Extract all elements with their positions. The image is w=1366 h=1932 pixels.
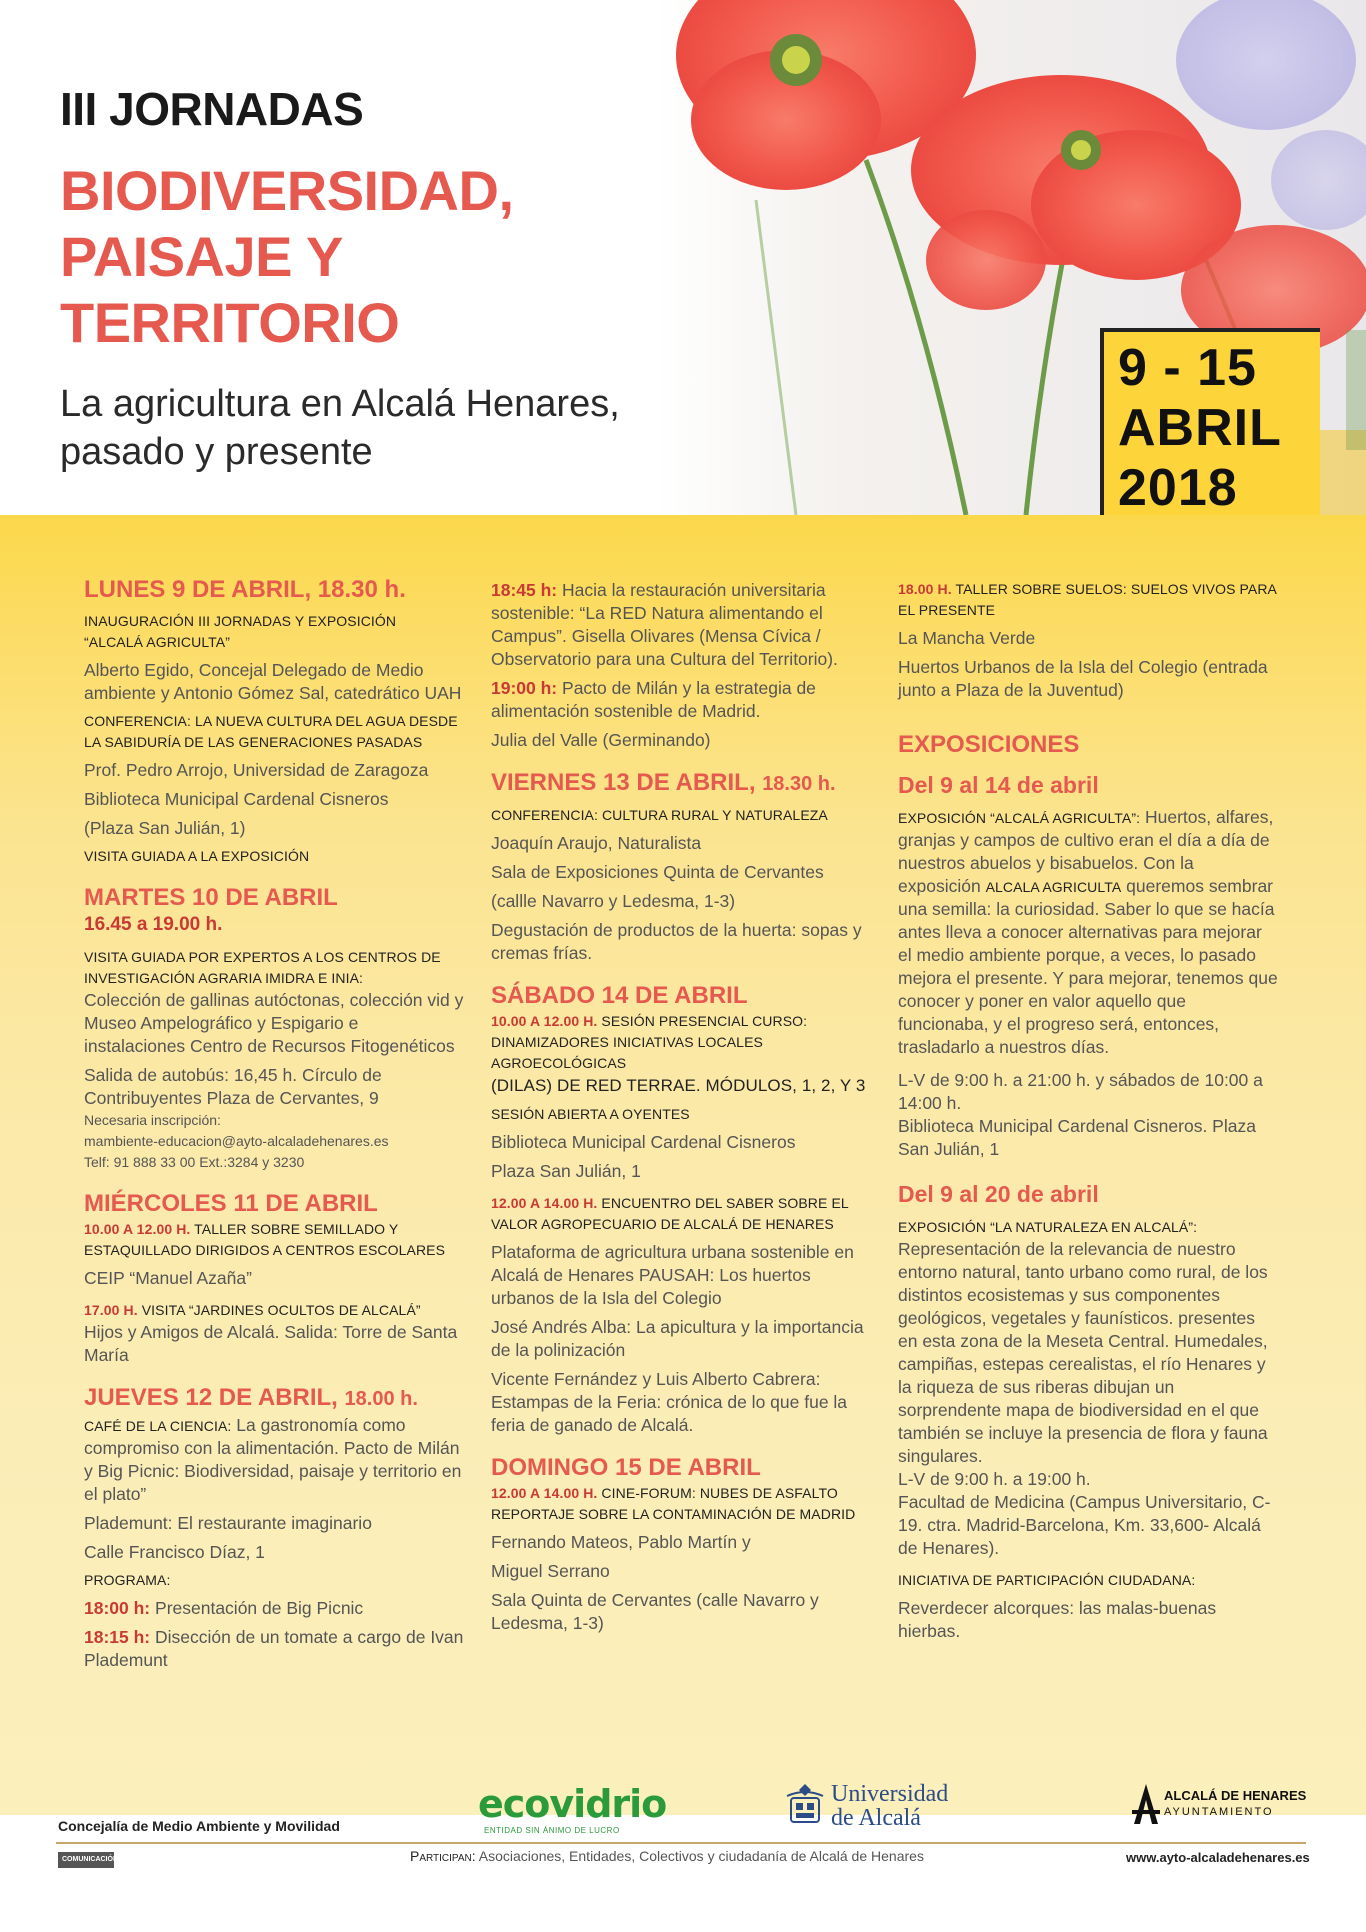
activity-title: TALLER SOBRE SEMILLADO Y ESTAQUILLADO DIRIGIDOS A CENTROS ESCOLARES: [84, 1221, 446, 1258]
program-item-text: Hacia la restauración universitaria sostenible: “La RED Natura alimentando el Campus”. Gisella Olivares (Mensa Cívica / Observatorio para una Cultura del Territorio).: [491, 580, 838, 669]
participants-label: Participan:: [410, 1848, 476, 1864]
speakers: Miguel Serrano: [491, 1561, 610, 1581]
program-item-text: Pacto de Milán y la estrategia de alimentación sostenible de Madrid.: [491, 678, 816, 721]
subtitle-line: pasado y presente: [60, 431, 373, 473]
exhibition-description: [898, 806, 1278, 1059]
time-range: 16.45 a 19.00 h.: [84, 914, 223, 935]
day-heading-viernes-date: VIERNES 13 DE ABRIL,: [491, 769, 756, 796]
main-title-line: PAISAJE Y: [60, 225, 343, 288]
participants: [410, 1848, 924, 1864]
exhibition-hours: L-V de 9:00 h. a 19:00 h.: [898, 1469, 1091, 1489]
registration-email: mambiente-educacion@ayto-alcaladehenares.es: [84, 1133, 389, 1149]
program-item-text: Presentación de Big Picnic: [155, 1598, 364, 1618]
program-item: [491, 579, 871, 671]
website-url[interactable]: www.ayto-alcaladehenares.es: [1126, 1850, 1310, 1865]
exhibition-dates: Del 9 al 14 de abril: [898, 772, 1099, 798]
university-name-line: de Alcalá: [831, 1805, 921, 1831]
ecovidrio-logo: [478, 1782, 666, 1835]
venue: Hijos y Amigos de Alcalá. Salida: Torre de Santa María: [84, 1322, 458, 1365]
program-item-time: 18:15 h:: [84, 1627, 151, 1647]
conference: CONFERENCIA: CULTURA RURAL Y NATURALEZA: [491, 807, 828, 823]
main-title-line: TERRITORIO: [60, 291, 400, 354]
venue-address: (callle Navarro y Ledesma, 1-3): [491, 891, 736, 911]
day-heading-sabado: SÁBADO 14 DE ABRIL: [491, 982, 748, 1009]
venue: Sala Quinta de Cervantes (calle Navarro y Ledesma, 1-3): [491, 1590, 819, 1633]
exhibition-label: EXPOSICIÓN “ALCALÁ AGRICULTA”:: [898, 810, 1141, 826]
activity-title: VISITA “JARDINES OCULTOS DE ALCALÁ”: [141, 1302, 421, 1318]
subtitle-line: La agricultura en Alcalá Henares,: [60, 383, 620, 425]
day-heading-viernes: [491, 768, 871, 799]
visit-description: Colección de gallinas autóctonas, colección vid y Museo Ampelográfico y Espigario e instalaciones Centro de Recursos Fitogenéticos: [84, 990, 464, 1056]
university-name: [831, 1782, 948, 1830]
program-content: [0, 515, 1366, 1815]
cafe-ciencia-text: La gastronomía como compromiso con la alimentación. Pacto de Milán y Big Picnic: Biodiversidad, paisaje y territorio en el plato”: [84, 1415, 462, 1504]
comunicacion-logo: COMUNICACIÓN: [58, 1852, 114, 1868]
university-crest-icon: [785, 1782, 825, 1830]
day-heading-miercoles: MIÉRCOLES 11 DE ABRIL: [84, 1190, 378, 1217]
activity-time: 10.00 A 12.00 H.: [491, 1013, 598, 1029]
open-session: SESIÓN ABIERTA A OYENTES: [491, 1106, 690, 1122]
activity-time: 17.00 H.: [84, 1302, 138, 1318]
exhibition-text: Representación de la relevancia de nuestro entorno natural, tanto urbano como rural, de los distintos ecosistemas y sus componentes geológicos, vegetales y faunísticos. presentes en esta zona de la Meseta Central. Humedales, campiñas, estepas cerealistas, el río Henares y la riqueza de sus riberas dibujan un sorprendente mapa de biodiversidad en el que también se incluye la presencia de flora y fauna singulares.: [898, 1239, 1268, 1466]
registration-label: Necesaria inscripción:: [84, 1112, 221, 1128]
venue: Huertos Urbanos de la Isla del Colegio (entrada junto a Plaza de la Juventud): [898, 657, 1268, 700]
day-heading-domingo: DOMINGO 15 DE ABRIL: [491, 1454, 761, 1481]
activity: [84, 1300, 464, 1321]
speakers: Fernando Mateos, Pablo Martín y: [491, 1532, 751, 1552]
venue-address: Plaza San Julián, 1: [491, 1161, 641, 1181]
exhibition-venue: Biblioteca Municipal Cardenal Cisneros. Plaza San Julián, 1: [898, 1116, 1256, 1159]
program-item-text: Disección de un tomate a cargo de Ivan Plademunt: [84, 1627, 464, 1670]
date-month: ABRIL: [1118, 399, 1282, 457]
exhibition-label: EXPOSICIÓN “LA NATURALEZA EN ALCALÁ”:: [898, 1219, 1198, 1235]
activity-time: 18.00 H.: [898, 581, 952, 597]
venue: Biblioteca Municipal Cardenal Cisneros: [84, 789, 389, 809]
activity-title: ENCUENTRO DEL SABER SOBRE EL VALOR AGROPECUARIO DE ALCALÁ DE HENARES: [491, 1195, 849, 1232]
exhibition-venue: Facultad de Medicina (Campus Universitario, C-19. ctra. Madrid-Barcelona, Km. 33,600- Alcalá de Henares).: [898, 1492, 1271, 1558]
exhibition-description: [898, 1215, 1278, 1468]
bus-departure: Salida de autobús: 16,45 h. Círculo de Contribuyentes Plaza de Cervantes, 9: [84, 1065, 382, 1108]
exhibition-name: ALCALA AGRICULTA: [985, 879, 1122, 895]
program-column-3: [898, 579, 1278, 1643]
universidad-alcala-logo: [785, 1782, 948, 1830]
activity: [491, 1483, 871, 1525]
date-range: 9 - 15: [1118, 339, 1257, 397]
day-heading-martes: MARTES 10 DE ABRIL: [84, 884, 338, 911]
program-column-1: [84, 575, 464, 1672]
day-heading-jueves-time: 18.00 h.: [344, 1388, 418, 1410]
speaker: Prof. Pedro Arrojo, Universidad de Zaragoza: [84, 760, 429, 780]
day-heading-jueves: [84, 1383, 464, 1414]
speaker: Joaquín Araujo, Naturalista: [491, 833, 702, 853]
inauguration-exhibit: “ALCALÁ AGRICULTA”: [84, 634, 230, 650]
day-heading-lunes: LUNES 9 DE ABRIL, 18.30 h.: [84, 576, 406, 603]
exhibition-text: queremos sembrar una semilla: la curiosidad. Saber lo que se hacía antes lleva a conocer alternativas para mejorar el medio ambiente porque, a veces, lo pasado mejora el presente. Y para mejorar, tenemos que conocer y poner en valor aquello que funcionaba, y el progreso será, entonces, trasladarlo a nuestros días.: [898, 876, 1278, 1057]
date-year: 2018: [1118, 459, 1238, 515]
exhibition-dates: Del 9 al 20 de abril: [898, 1181, 1099, 1207]
activity-time: 12.00 A 14.00 H.: [491, 1195, 598, 1211]
cafe-ciencia-label: CAFÉ DE LA CIENCIA:: [84, 1418, 232, 1434]
activity: [491, 1011, 871, 1074]
activity: [898, 579, 1278, 621]
speaker: Plataforma de agricultura urbana sostenible en Alcalá de Henares PAUSAH: Los huertos urbanos de la Isla del Colegio: [491, 1242, 854, 1308]
activity-time: 12.00 A 14.00 H.: [491, 1485, 598, 1501]
program-item: [84, 1626, 464, 1672]
activity: [491, 1193, 871, 1235]
venue: Sala de Exposiciones Quinta de Cervantes: [491, 862, 824, 882]
speakers: Alberto Egido, Concejal Delegado de Medio ambiente y Antonio Gómez Sal, catedrático UAH: [84, 660, 462, 703]
venue: CEIP “Manuel Azaña”: [84, 1268, 252, 1288]
venue-address: (Plaza San Julián, 1): [84, 818, 246, 838]
speaker: José Andrés Alba: La apicultura y la importancia de la polinización: [491, 1317, 864, 1360]
registration-phone: Telf: 91 888 33 00 Ext.:3284 y 3230: [84, 1154, 305, 1170]
conference: CONFERENCIA: LA NUEVA CULTURA DEL AGUA DESDE LA SABIDURÍA DE LAS GENERACIONES PASADAS: [84, 713, 458, 750]
activity-title: TALLER SOBRE SUELOS: SUELOS VIVOS PARA EL PRESENTE: [898, 581, 1277, 618]
venue: Biblioteca Municipal Cardenal Cisneros: [491, 1132, 796, 1152]
activity-title: CINE-FORUM: NUBES DE ASFALTO REPORTAJE SOBRE LA CONTAMINACIÓN DE MADRID: [491, 1485, 856, 1522]
ayuntamiento-a-icon: [1132, 1782, 1160, 1826]
edition-title: III JORNADAS: [60, 83, 364, 135]
university-name-line: Universidad: [831, 1781, 949, 1807]
inauguration: INAUGURACIÓN III JORNADAS Y EXPOSICIÓN: [84, 613, 397, 629]
citizen-initiative-label: INICIATIVA DE PARTICIPACIÓN CIUDADANA:: [898, 1572, 1196, 1588]
citizen-initiative-text: Reverdecer alcorques: las malas-buenas hierbas.: [898, 1598, 1217, 1641]
activity-title: SESIÓN PRESENCIAL CURSO: DINAMIZADORES INICIATIVAS LOCALES AGROECOLÓGICAS: [491, 1013, 808, 1071]
venue-address: Calle Francisco Díaz, 1: [84, 1542, 265, 1562]
date-box: [1100, 328, 1320, 515]
ecovidrio-name: ecovidrio: [478, 1782, 667, 1826]
poster-footer: [0, 1770, 1366, 1932]
city-name: ALCALÁ DE HENARES: [1164, 1788, 1307, 1803]
exhibitions-heading: EXPOSICIONES: [898, 731, 1080, 758]
footer-divider: [56, 1842, 1306, 1844]
guided-visit: VISITA GUIADA POR EXPERTOS A LOS CENTROS DE INVESTIGACIÓN AGRARIA IMIDRA E INIA:: [84, 949, 441, 986]
subtitle: [60, 380, 620, 476]
exhibition-hours: L-V de 9:00 h. a 21:00 h. y sábados de 10:00 a 14:00 h.: [898, 1070, 1263, 1113]
activity-time: 10.00 A 12.00 H.: [84, 1221, 191, 1237]
program-item-time: 18:00 h:: [84, 1598, 151, 1618]
programa-label: PROGRAMA:: [84, 1572, 171, 1588]
plademunt: Plademunt: El restaurante imaginario: [84, 1513, 372, 1533]
ecovidrio-tagline: ENTIDAD SIN ÁNIMO DE LUCRO: [484, 1826, 620, 1835]
main-title-line: BIODIVERSIDAD,: [60, 159, 514, 222]
participants-text: Asociaciones, Entidades, Colectivos y ciudadanía de Alcalá de Henares: [478, 1848, 924, 1864]
main-title: [60, 158, 514, 356]
day-heading-jueves-date: JUEVES 12 DE ABRIL,: [84, 1384, 338, 1411]
guided-visit: VISITA GUIADA A LA EXPOSICIÓN: [84, 848, 310, 864]
day-heading-viernes-time: 18.30 h.: [762, 773, 836, 795]
ayuntamiento-name: [1164, 1788, 1306, 1820]
program-item: [84, 1597, 464, 1620]
activity-modules: (DILAS) DE RED TERRAE. MÓDULOS, 1, 2, Y 3: [491, 1076, 866, 1095]
speaker: Vicente Fernández y Luis Alberto Cabrera: Estampas de la Feria: crónica de lo que fue la feria de ganado de Alcalá.: [491, 1369, 848, 1435]
ayuntamiento-logo: [1132, 1782, 1306, 1826]
exhibition-text: Huertos, alfares, granjas y campos de cultivo eran el día a día de nuestros abuelos y bisabuelos. Con la exposición: [898, 807, 1274, 896]
cafe-ciencia: [84, 1414, 464, 1506]
activity: [84, 1219, 464, 1261]
department-name: Concejalía de Medio Ambiente y Movilidad: [58, 1818, 340, 1834]
organizer: La Mancha Verde: [898, 628, 1036, 648]
ayuntamiento-label: AYUNTAMIENTO: [1164, 1806, 1274, 1818]
program-column-2: [491, 579, 871, 1635]
program-item: [491, 677, 871, 723]
tasting: Degustación de productos de la huerta: sopas y cremas frías.: [491, 920, 862, 963]
speaker: Julia del Valle (Germinando): [491, 730, 711, 750]
program-item-time: 19:00 h:: [491, 678, 558, 698]
poster-header: [0, 0, 1366, 515]
program-item-time: 18:45 h:: [491, 580, 558, 600]
